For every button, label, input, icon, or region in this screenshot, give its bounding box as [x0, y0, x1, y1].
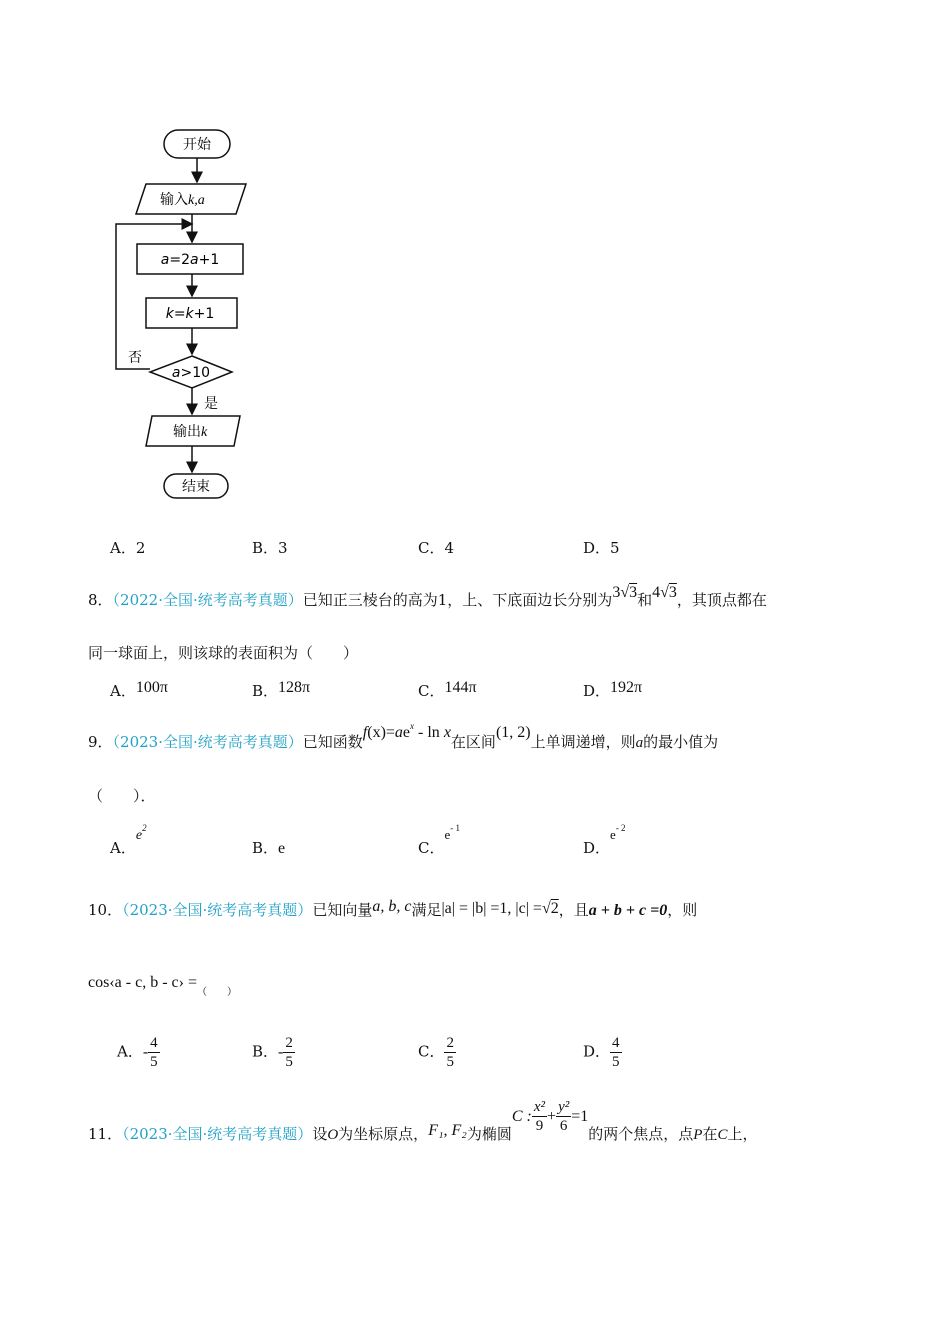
q10-option-c[interactable]: C． $\frac{2}{5}$ — [418, 1035, 454, 1070]
q8-option-b[interactable]: B．128π — [252, 679, 311, 700]
input-label: 输入k,a — [160, 192, 205, 208]
q9-source: （2023·全国·统考高考真题） — [112, 733, 303, 751]
q7-option-d[interactable]: D．5 — [583, 539, 620, 557]
q11-line1: 11．（2023·全国·统考高考真题）设O为坐标原点，F₁, F₂为椭圆C : $\frac{\text{x²}}{9}$ + $\frac{\text{y²}}{6}$ =1的两个焦点，点P在C上， — [88, 1099, 758, 1143]
process-k-label: k=k+1 — [165, 306, 215, 322]
q8-option-d[interactable]: D．192π — [583, 679, 643, 700]
q10-option-a[interactable]: A．- $\frac{4}{5}$ — [117, 1035, 158, 1070]
q9-option-c[interactable]: C．$e^{- 1}$ — [418, 823, 461, 857]
q9-formula: $f(x)=ae^x - \ln x$ — [362, 721, 451, 741]
q10-option-b[interactable]: B．- $\frac{2}{5}$ — [252, 1035, 293, 1070]
q9-line1: 9．（2023·全国·统考高考真题）已知函数$f(x)=ae^x - \ln x$在区间(1, 2)上单调递增，则a的最小值为 — [88, 721, 719, 751]
output-label: 输出k — [173, 424, 208, 440]
flowchart — [100, 120, 270, 510]
q9-line2: （ ）． — [88, 787, 156, 805]
q7-option-b[interactable]: B．3 — [252, 539, 288, 557]
q8-line1: 8．（2022·全国·统考高考真题）已知正三棱台的高为1，上、下底面边长分别为3√3和4√3，其顶点都在 — [88, 584, 767, 609]
q7-option-a[interactable]: A．2 — [110, 539, 146, 557]
q10-source: （2023·全国·统考高考真题） — [122, 901, 313, 919]
q8-number: 8． — [88, 591, 113, 609]
no-label: 否 — [128, 350, 142, 366]
q10-line2: cos‹a - c, b - c› $=_{( )}$ — [88, 974, 237, 998]
q11-number: 11． — [88, 1125, 123, 1143]
end-label: 结束 — [182, 479, 210, 495]
q10-line1: 10．（2023·全国·统考高考真题）已知向量a, b, c满足|a| = |b| =1, |c| =√2，且a + b + c =0，则 — [88, 898, 698, 919]
q7-option-c[interactable]: C．4 — [418, 539, 455, 557]
start-label: 开始 — [183, 137, 211, 153]
q8-source: （2022·全国·统考高考真题） — [112, 591, 303, 609]
q11-source: （2023·全国·统考高考真题） — [122, 1125, 313, 1143]
q10-option-d[interactable]: D． $\frac{4}{5}$ — [583, 1035, 620, 1070]
q9-option-d[interactable]: D．$e^{- 2}$ — [583, 823, 626, 857]
decision-label: a>10 — [171, 365, 211, 381]
q8-option-a[interactable]: A．100π — [110, 679, 168, 700]
yes-label: 是 — [204, 396, 218, 412]
q8-option-c[interactable]: C．144π — [418, 679, 477, 700]
q8-line2: 同一球面上，则该球的表面积为（ ） — [88, 644, 359, 662]
q9-number: 9． — [88, 733, 113, 751]
q9-option-a[interactable]: A．$e^2$ — [110, 823, 147, 857]
q10-number: 10． — [88, 901, 123, 919]
process-a-label: a=2a+1 — [160, 252, 220, 268]
q9-option-b[interactable]: B．e — [252, 839, 286, 857]
